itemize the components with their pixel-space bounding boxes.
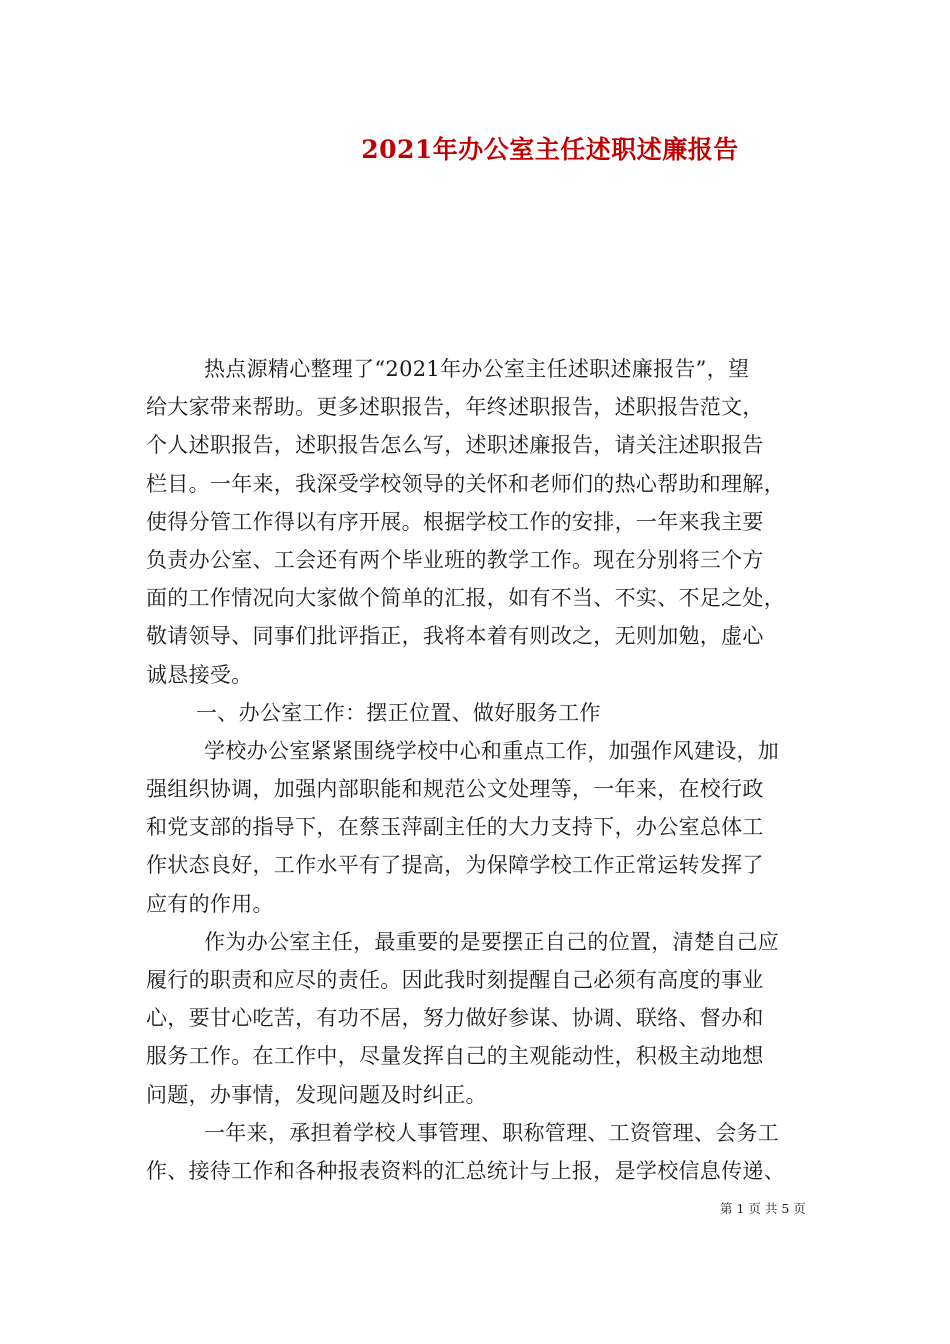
text-line: 使得分管工作得以有序开展。根据学校工作的安排，一年来我主要 (146, 509, 764, 534)
text-line: 栏目。一年来，我深受学校领导的关怀和老师们的热心帮助和理解， (146, 471, 785, 496)
page-indicator: 第 1 页 共 5 页 (720, 1201, 806, 1216)
text-line: 履行的职责和应尽的责任。因此我时刻提醒自己必须有高度的事业 (146, 968, 764, 992)
text-line: 心，要甘心吃苦，有功不居，努力做好参谋、协调、联络、督办和 (146, 1006, 764, 1031)
text-line: 强组织协调，加强内部职能和规范公文处理等，一年来，在校行政 (146, 777, 764, 802)
document-title: 2021年办公室主任述职述廉报告 (361, 135, 739, 164)
text-line: 和党支部的指导下，在蔡玉萍副主任的大力支持下，办公室总体工 (146, 815, 764, 840)
text-line: 一年来，承担着学校人事管理、职称管理、工资管理、会务工 (204, 1120, 780, 1145)
document-body (146, 350, 810, 1190)
text-line: 诚恳接受。 (146, 662, 253, 687)
text-line: 作、接待工作和各种报表资料的汇总统计与上报，是学校信息传递、 (146, 1158, 785, 1183)
text-line: 作为办公室主任，最重要的是要摆正自己的位置，清楚自己应 (204, 929, 780, 954)
text-line: 敬请领导、同事们批评指正，我将本着有则改之，无则加勉，虚心 (146, 624, 764, 649)
text-line: 给大家带来帮助。更多述职报告，年终述职报告，述职报告范文， (146, 395, 764, 420)
text-line: 学校办公室紧紧围绕学校中心和重点工作，加强作风建设，加 (204, 738, 780, 763)
text-line: 问题，办事情，发现问题及时纠正。 (146, 1082, 487, 1107)
text-line: 热点源精心整理了“2021年办公室主任述职述廉报告”，望 (204, 357, 750, 381)
text-line: 作状态良好，工作水平有了提高，为保障学校工作正常运转发挥了 (146, 853, 764, 878)
section-heading: 一、办公室工作：摆正位置、做好服务工作 (196, 700, 601, 725)
text-line: 应有的作用。 (146, 891, 274, 916)
text-line: 负责办公室、工会还有两个毕业班的教学工作。现在分别将三个方 (146, 547, 764, 572)
text-line: 面的工作情况向大家做个简单的汇报，如有不当、不实、不足之处， (146, 586, 785, 611)
text-line: 服务工作。在工作中，尽量发挥自己的主观能动性，积极主动地想 (146, 1044, 764, 1069)
text-line: 个人述职报告，述职报告怎么写，述职述廉报告，请关注述职报告 (146, 433, 764, 458)
